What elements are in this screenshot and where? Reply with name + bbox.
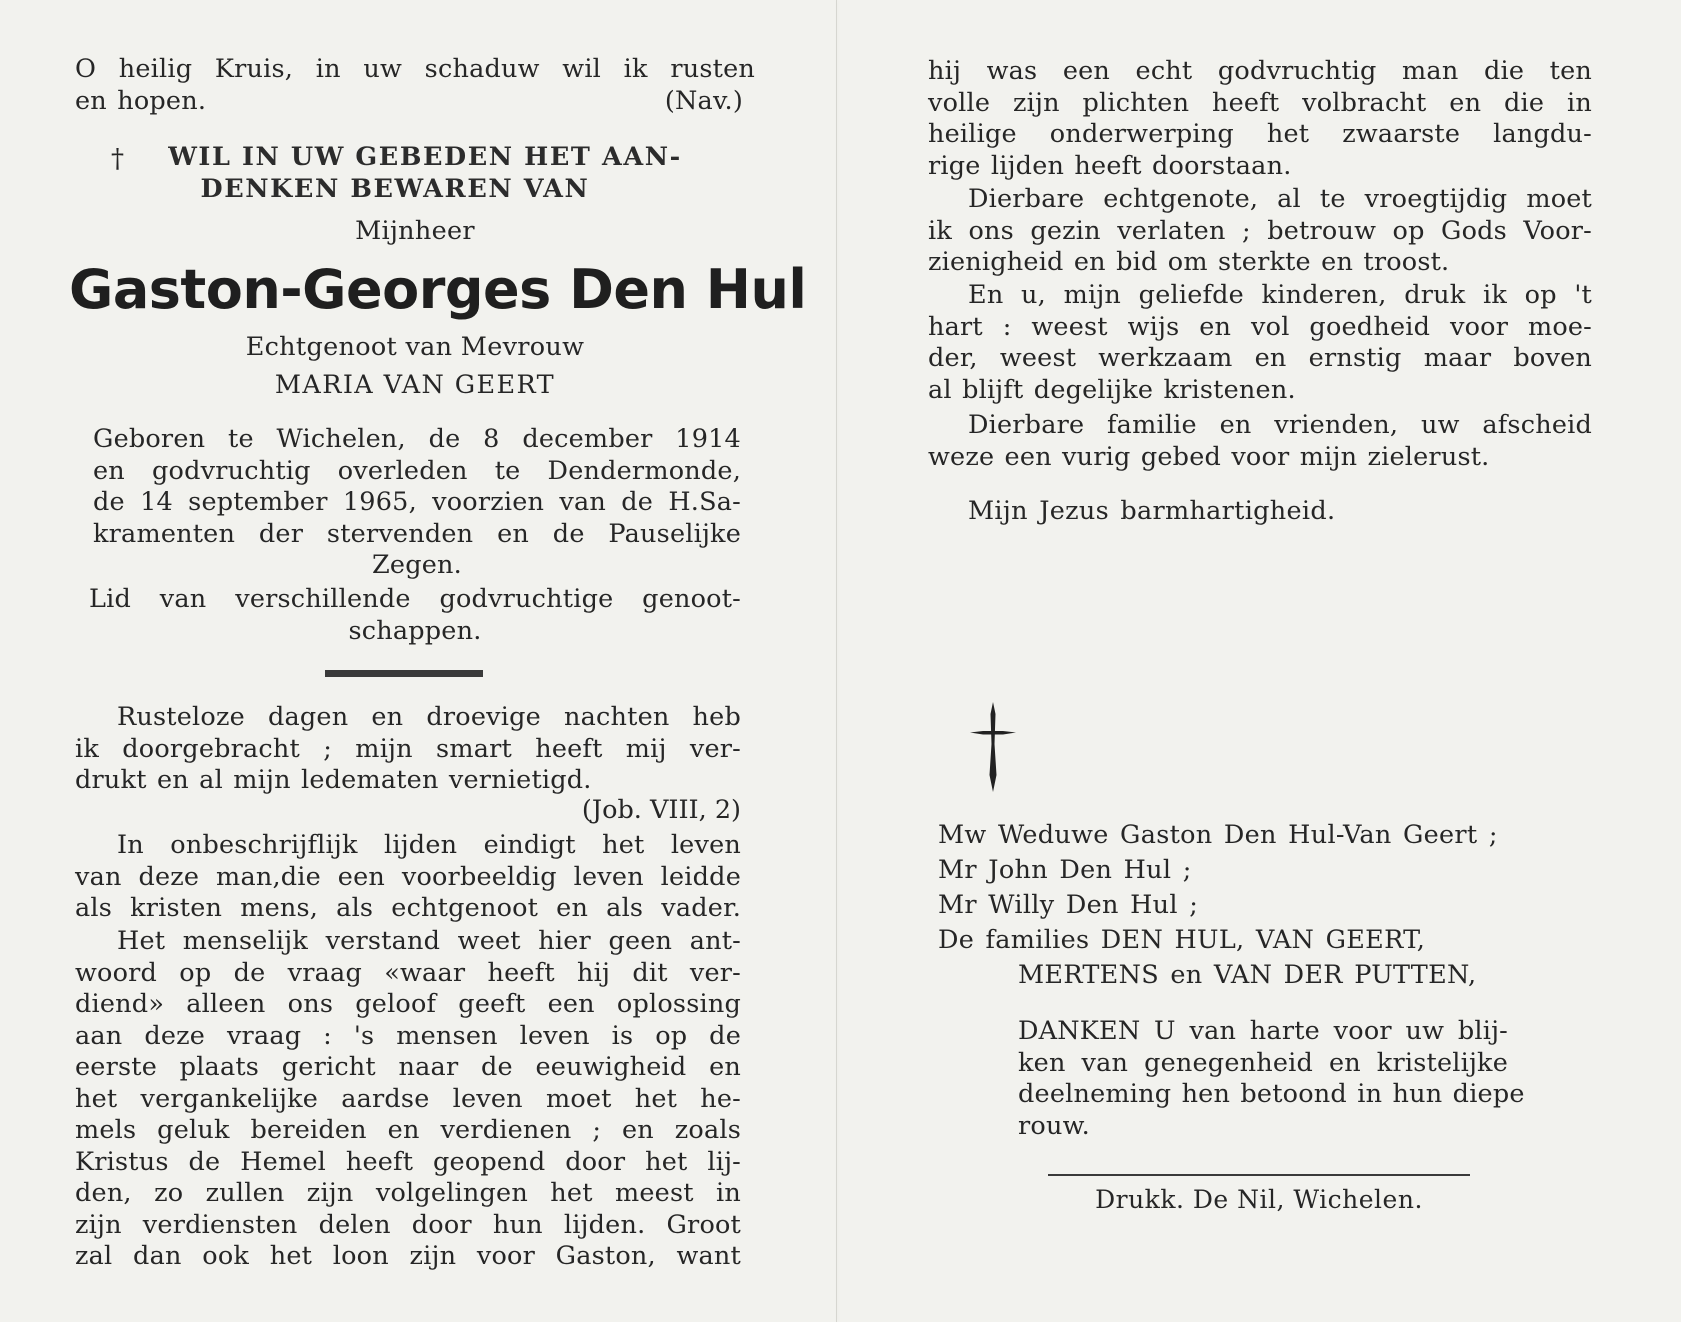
para-line: volle zijn plichten heeft volbracht en die in	[928, 87, 1592, 118]
para-line: aan deze vraag : 's mensen leven is op de	[75, 1020, 741, 1051]
spouse-label: Echtgenoot van Mevrouw	[245, 332, 585, 362]
para-line: zal dan ook het loon zijn voor Gaston, want	[75, 1241, 741, 1271]
para-line: Dierbare echtgenote, al te vroegtijdig moet	[968, 184, 1592, 214]
para-line: als kristen mens, als echtgenoot en als vader.	[75, 893, 741, 923]
caption-line: DENKEN BEWAREN VAN	[200, 173, 590, 204]
family-line: MERTENS en VAN DER PUTTEN,	[1018, 960, 1477, 990]
family-line: Mw Weduwe Gaston Den Hul-Van Geert ;	[938, 820, 1498, 850]
divider-rule	[325, 670, 483, 677]
printer-rule	[1048, 1174, 1470, 1176]
paragraph-2	[75, 926, 741, 1273]
para-line: het vergankelijke aardse leven moet het he-	[75, 1083, 741, 1114]
verse-line: ik doorgebracht ; mijn smart heeft mij ver-	[75, 733, 741, 764]
thanks-line: rouw.	[1018, 1110, 1090, 1141]
para-line: den, zo zullen zijn volgelingen het meest in	[75, 1178, 741, 1208]
right-paragraph-1	[928, 56, 1592, 182]
family-line: Mr John Den Hul ;	[938, 855, 1192, 885]
thanks-block	[1018, 1016, 1525, 1142]
para-line: rige lijden heeft doorstaan.	[928, 150, 1292, 181]
intro-line-text: en hopen.	[75, 85, 207, 116]
verse-source: (Job. VIII, 2)	[581, 795, 741, 825]
deceased-name: Gaston-Georges Den Hul	[69, 258, 807, 321]
para-line: zijn verdiensten delen door hun lijden. Groot	[75, 1209, 741, 1240]
verse-block	[75, 702, 741, 797]
right-paragraph-3	[928, 280, 1592, 406]
caption-block	[95, 142, 755, 205]
bio-line: kramenten der stervenden en de Pauselijke	[93, 518, 741, 549]
family-line: De families DEN HUL, VAN GEERT,	[938, 925, 1426, 955]
para-line: weze een vurig gebed voor mijn zielerust.	[928, 441, 1490, 472]
membership-line: Lid van verschillende godvruchtige genoot-	[89, 584, 741, 614]
family-list	[938, 818, 1598, 993]
small-cross-icon: †	[111, 144, 124, 174]
intro-line	[75, 86, 755, 118]
paragraph-1	[75, 830, 741, 925]
bio-line: de 14 september 1965, voorzien van de H.Sa-	[93, 487, 741, 517]
membership	[89, 584, 741, 647]
intro-source: (Nav.)	[664, 85, 743, 116]
para-line: hij was een echt godvruchtig man die ten	[928, 56, 1592, 86]
printer-credit: Drukk. De Nil, Wichelen.	[1095, 1185, 1423, 1214]
para-line: Het menselijk verstand weet hier geen ant-	[117, 926, 741, 956]
membership-line: schappen.	[348, 615, 482, 646]
para-line: Kristus de Hemel heeft geopend door het lij-	[75, 1146, 741, 1177]
para-line: eerste plaats gericht naar de eeuwigheid en	[75, 1052, 741, 1082]
card-fold	[836, 0, 837, 1322]
verse-line: drukt en al mijn ledematen vernietigd.	[75, 765, 592, 795]
thanks-line: deelneming hen betoond in hun diepe	[1018, 1079, 1525, 1109]
right-panel	[928, 0, 1596, 1322]
right-paragraph-2	[928, 184, 1592, 279]
para-line: heilige onderwerping het zwaarste langdu-	[928, 119, 1592, 149]
para-line: van deze man,die een voorbeeldig leven leidde	[75, 861, 741, 892]
caption-line: WIL IN UW GEBEDEN HET AAN-	[168, 142, 682, 172]
para-line: In onbeschrijflijk lijden eindigt het leven	[117, 830, 741, 860]
para-line: En u, mijn geliefde kinderen, druk ik op 't	[968, 280, 1592, 310]
para-line: mels geluk bereiden en verdienen ; en zoals	[75, 1115, 741, 1145]
para-line: ik ons gezin verlaten ; betrouw op Gods Voor-	[928, 215, 1592, 246]
bio-line: Geboren te Wichelen, de 8 december 1914	[93, 424, 741, 454]
cross-icon	[968, 700, 1018, 796]
salutation: Mijnheer	[355, 216, 475, 246]
family-line: Mr Willy Den Hul ;	[938, 890, 1199, 920]
biography	[93, 424, 741, 582]
bio-line: Zegen.	[372, 550, 462, 580]
thanks-line: ken van genegenheid en kristelijke	[1018, 1047, 1508, 1078]
verse-line: Rusteloze dagen en droevige nachten heb	[117, 702, 741, 732]
para-line: der, weest werkzaam en ernstig maar boven	[928, 343, 1592, 373]
right-paragraph-4	[928, 410, 1592, 473]
bio-line: en godvruchtig overleden te Dendermonde,	[93, 455, 741, 486]
para-line: hart : weest wijs en vol goedheid voor moe-	[928, 311, 1592, 342]
closing-prayer: Mijn Jezus barmhartigheid.	[968, 496, 1336, 526]
para-line: zienigheid en bid om sterkte en troost.	[928, 247, 1450, 277]
spouse-name: MARIA VAN GEERT	[274, 370, 556, 400]
left-panel	[69, 0, 807, 1322]
thanks-line: DANKEN U van harte voor uw blij-	[1018, 1016, 1508, 1046]
para-line: Dierbare familie en vrienden, uw afscheid	[968, 410, 1592, 440]
para-line: woord op de vraag «waar heeft hij dit ver-	[75, 957, 741, 988]
para-line: al blijft degelijke kristenen.	[928, 374, 1296, 405]
intro-verse	[75, 54, 755, 117]
para-line: diend» alleen ons geloof geeft een oplossing	[75, 989, 741, 1019]
intro-line: O heilig Kruis, in uw schaduw wil ik rusten	[75, 54, 755, 84]
